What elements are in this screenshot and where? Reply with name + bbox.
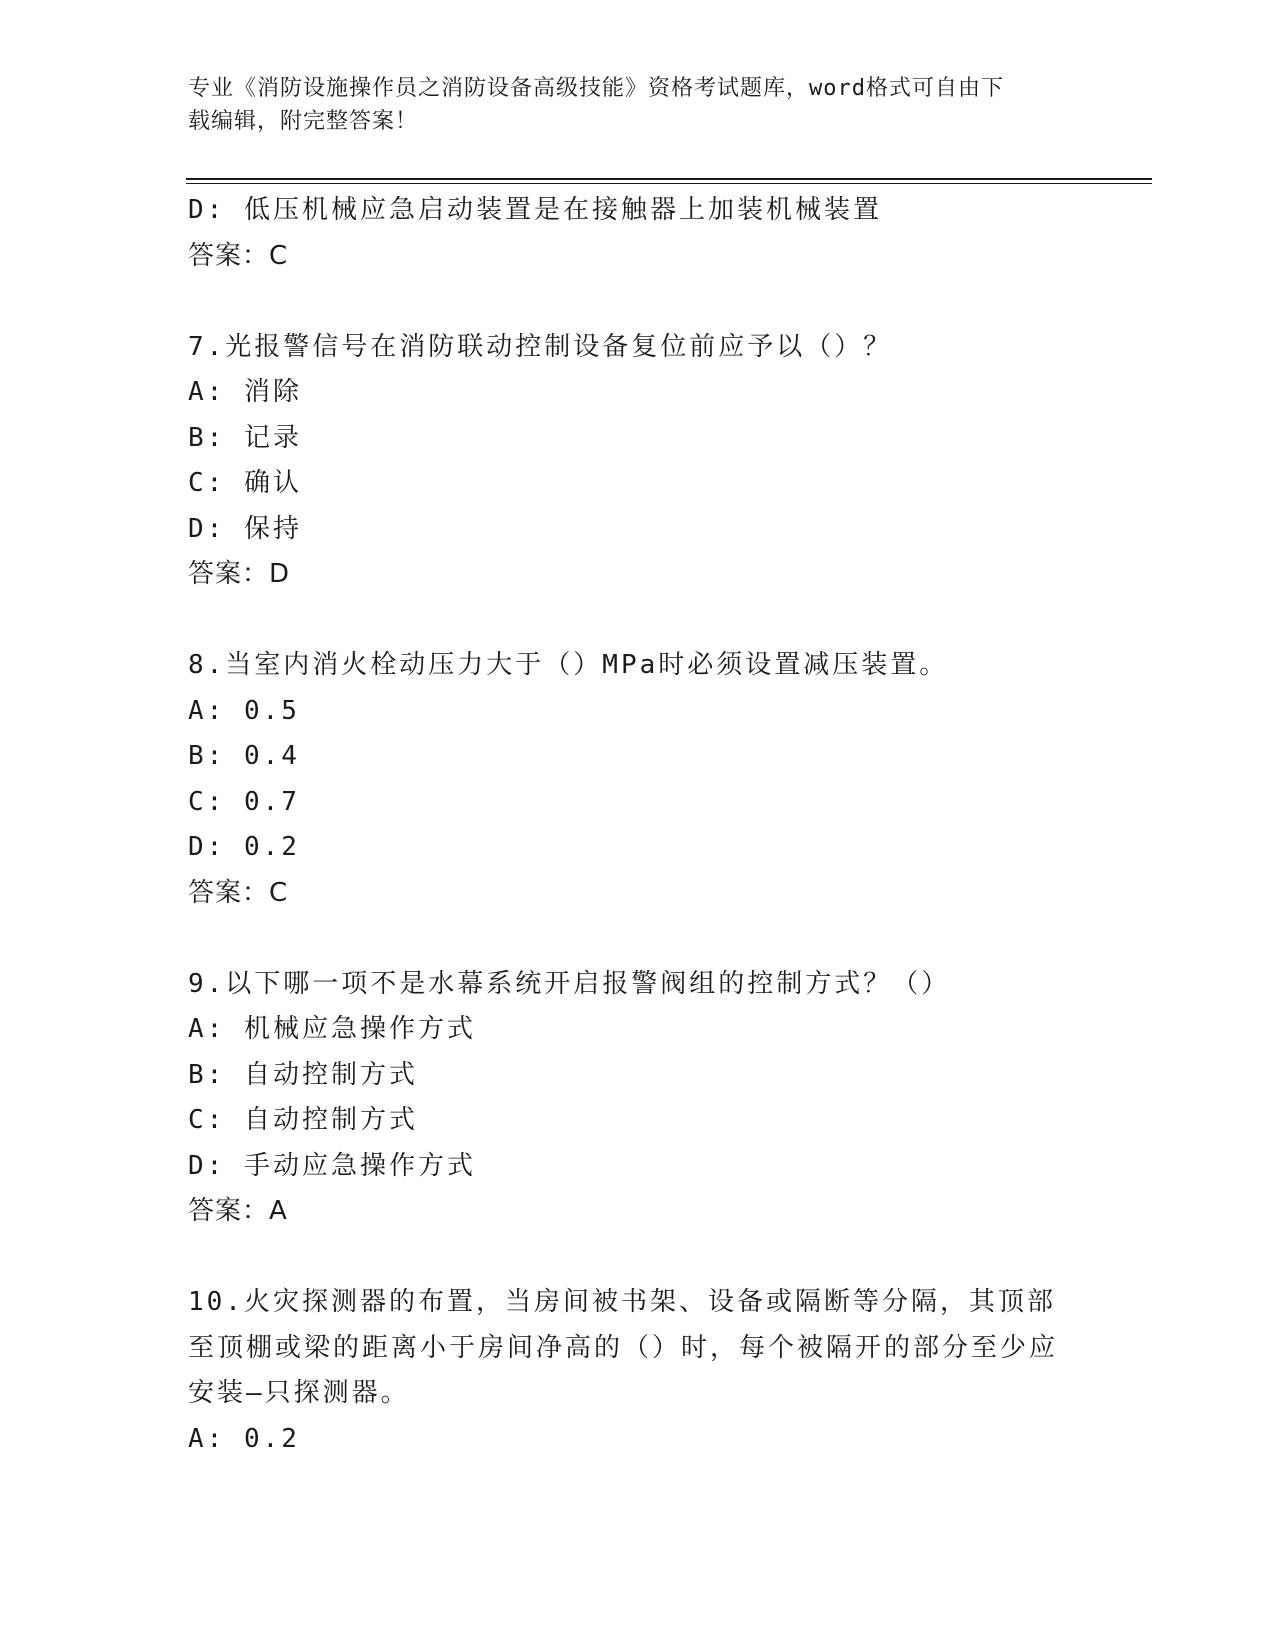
option-a: A: 0.2 [188, 1423, 300, 1454]
question-block-8 [188, 643, 1088, 916]
option-a: A: 0.5 [188, 695, 300, 726]
header-divider-thick [186, 178, 1152, 180]
spacer [188, 598, 1088, 644]
question-block-6 [188, 188, 1088, 279]
question-text: 10.火灾探测器的布置，当房间被书架、设备或隔断等分隔，其顶部至顶棚或梁的距离小于房间净高的（）时，每个被隔开的部分至少应安装—只探测器。 [188, 1287, 1059, 1408]
question-list [188, 188, 1088, 1462]
question-block-10 [188, 1280, 1088, 1462]
option-a: A: 消除 [188, 377, 302, 407]
option-a: A: 机械应急操作方式 [188, 1014, 476, 1044]
question-text: 8.当室内消火栓动压力大于（）MPa时必须设置减压装置。 [188, 650, 949, 680]
option-b: B: 记录 [188, 422, 302, 453]
option-d: D: 低压机械应急启动装置是在接触器上加装机械装置 [188, 195, 882, 225]
spacer [188, 916, 1088, 962]
answer-label: 答案：A [188, 1196, 288, 1226]
option-d: D: 手动应急操作方式 [188, 1150, 476, 1181]
answer-label: 答案：C [188, 877, 289, 908]
header-line-1: 专业《消防设施操作员之消防设备高级技能》资格考试题库，word格式可自由下 [188, 76, 1004, 101]
option-c: C: 确认 [188, 468, 302, 498]
option-d: D: 0.2 [188, 832, 300, 862]
answer-label: 答案：C [188, 240, 289, 271]
spacer [188, 1235, 1088, 1281]
header-divider-thin [186, 183, 1152, 184]
option-c: C: 0.7 [188, 786, 300, 817]
spacer [188, 279, 1088, 325]
question-text: 9.以下哪一项不是水幕系统开启报警阀组的控制方式？（） [188, 968, 951, 999]
question-text: 7.光报警信号在消防联动控制设备复位前应予以（）？ [188, 331, 893, 362]
document-header [188, 72, 1068, 138]
option-b: B: 0.4 [188, 741, 300, 771]
answer-label: 答案：D [188, 559, 291, 589]
question-block-7 [188, 325, 1088, 598]
question-block-9 [188, 962, 1088, 1235]
option-c: C: 自动控制方式 [188, 1105, 418, 1135]
header-line-2: 载编辑，附完整答案！ [188, 109, 419, 134]
option-d: D: 保持 [188, 513, 302, 544]
option-b: B: 自动控制方式 [188, 1059, 418, 1090]
